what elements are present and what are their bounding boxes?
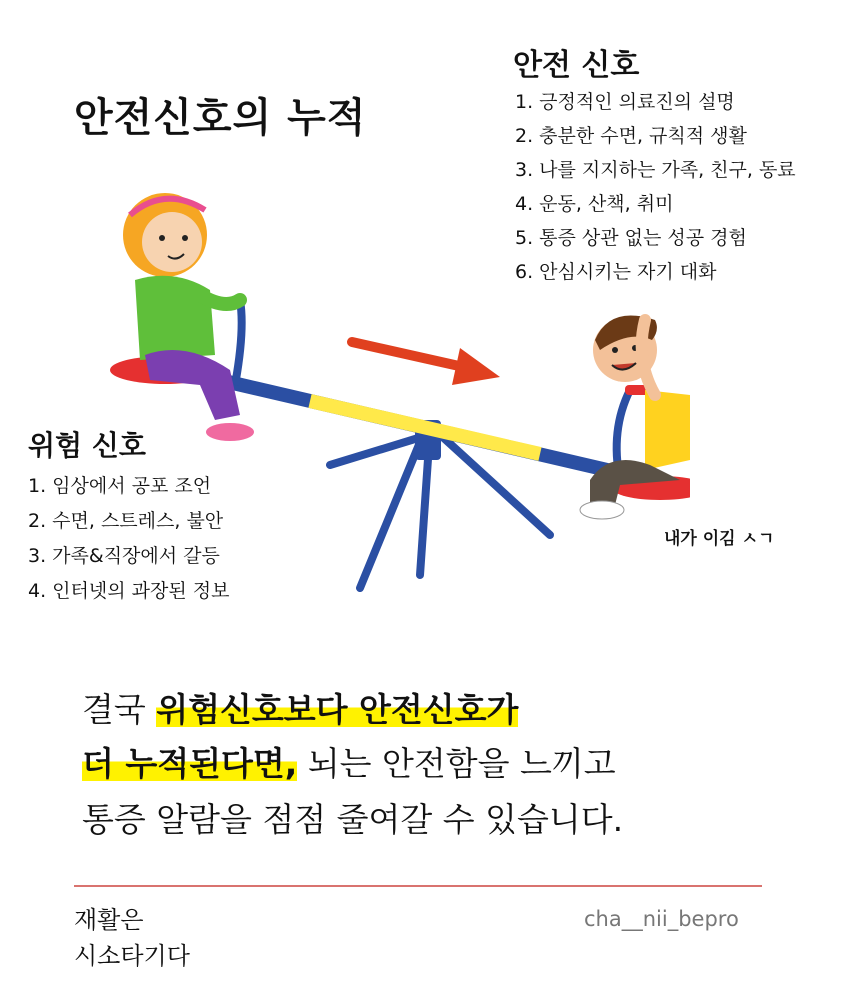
danger-signals-list xyxy=(28,472,229,612)
list-item: 2. 충분한 수면, 규칙적 생활 xyxy=(515,125,747,147)
list-item: 4. 운동, 산책, 취미 xyxy=(515,193,674,215)
footer-tagline xyxy=(74,902,190,974)
summary-line-1 xyxy=(82,686,518,734)
author-handle: cha__nii_bepro xyxy=(584,907,739,931)
page-title: 안전신호의 누적 xyxy=(74,95,367,141)
safe-signals-heading: 안전 신호 xyxy=(513,48,640,83)
summary-line-3: 통증 알람을 점점 줄여갈 수 있습니다. xyxy=(82,800,624,839)
list-item: 1. 임상에서 공포 조언 xyxy=(28,475,212,497)
girl-figure xyxy=(123,193,254,441)
list-item: 3. 가족&직장에서 갈등 xyxy=(28,545,220,567)
seesaw-beam xyxy=(220,380,650,480)
divider xyxy=(74,885,762,887)
list-item: 3. 나를 지지하는 가족, 친구, 동료 xyxy=(515,159,796,181)
summary-line-2 xyxy=(82,740,616,788)
list-item: 6. 안심시키는 자기 대화 xyxy=(515,261,717,283)
list-item: 1. 긍정적인 의료진의 설명 xyxy=(515,91,735,113)
list-item: 5. 통증 상관 없는 성공 경험 xyxy=(515,227,747,249)
list-item: 4. 인터넷의 과장된 정보 xyxy=(28,580,230,602)
summary-highlight: 더 누적된다면, xyxy=(82,744,298,783)
footer-tagline-line: 재활은 xyxy=(74,906,144,934)
danger-signals-heading: 위험 신호 xyxy=(28,429,146,462)
summary-text: 결국 xyxy=(82,690,157,729)
summary-highlight: 위험신호보다 안전신호가 xyxy=(156,690,519,729)
summary-text: 뇌는 안전함을 느끼고 xyxy=(297,744,616,783)
footer-tagline-line: 시소타기다 xyxy=(74,942,190,970)
illustration-caption: 내가 이김 ㅅㄱ xyxy=(664,529,775,549)
list-item: 2. 수면, 스트레스, 불안 xyxy=(28,510,224,532)
arrow-icon xyxy=(352,342,500,385)
